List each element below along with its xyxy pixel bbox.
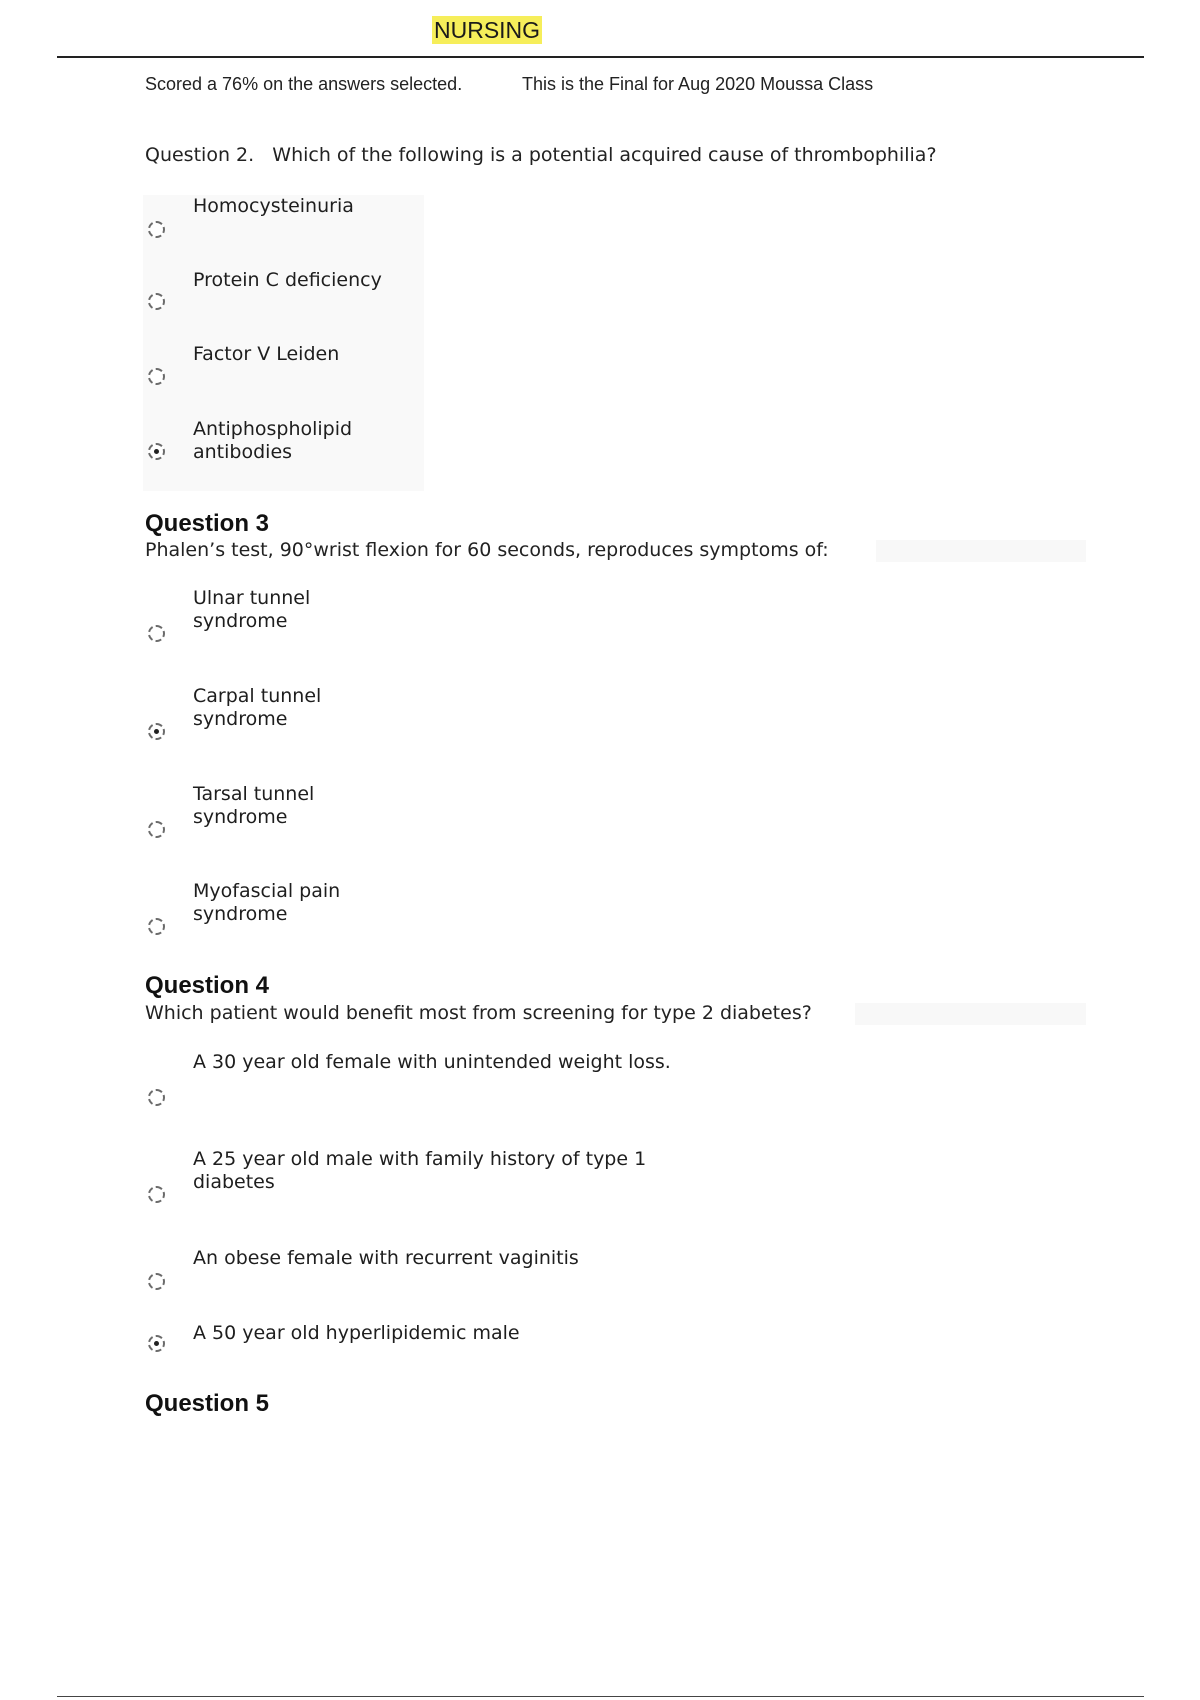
option-label: Myofascial pain syndrome [193, 880, 341, 925]
question-3-heading: Question 3 [145, 510, 270, 537]
option-label: Homocysteinuria [193, 195, 354, 217]
option-label: Ulnar tunnel syndrome [193, 587, 311, 632]
radio-button[interactable] [148, 1273, 165, 1290]
option-label: A 30 year old female with unintended weight loss. [193, 1051, 671, 1073]
radio-button-selected[interactable] [148, 1335, 165, 1352]
option-label: Factor V Leiden [193, 343, 340, 365]
option-label: Carpal tunnel syndrome [193, 685, 322, 730]
radio-button[interactable] [148, 293, 165, 310]
radio-button[interactable] [148, 1186, 165, 1203]
radio-button-selected[interactable] [148, 723, 165, 740]
question-4-heading: Question 4 [145, 972, 270, 999]
option-label: A 25 year old male with family history of type 1 diabetes [193, 1148, 647, 1193]
option-label: Tarsal tunnel syndrome [193, 783, 315, 828]
header-divider [57, 56, 1144, 58]
question-4-text-highlight [855, 1003, 1086, 1025]
question-3-text-highlight [876, 540, 1086, 562]
radio-button[interactable] [148, 1089, 165, 1106]
score-note: Scored a 76% on the answers selected. [145, 74, 463, 94]
radio-button-selected[interactable] [148, 443, 165, 460]
question-4-text: Which patient would benefit most from screening for type 2 diabetes? [145, 1002, 812, 1024]
question-5-heading: Question 5 [145, 1390, 270, 1417]
footer-divider [57, 1696, 1144, 1697]
final-note: This is the Final for Aug 2020 Moussa Class [522, 74, 874, 94]
option-label: An obese female with recurrent vaginitis [193, 1247, 579, 1269]
option-label: Antiphospholipid antibodies [193, 418, 353, 463]
question-2-heading: Question 2. [145, 144, 255, 166]
radio-button[interactable] [148, 221, 165, 238]
radio-button[interactable] [148, 918, 165, 935]
radio-button[interactable] [148, 821, 165, 838]
option-label: A 50 year old hyperlipidemic male [193, 1322, 520, 1344]
page-title: NURSING [434, 17, 541, 43]
radio-button[interactable] [148, 368, 165, 385]
option-label: Protein C deficiency [193, 269, 382, 291]
question-3-text: Phalen’s test, 90°wrist flexion for 60 seconds, reproduces symptoms of: [145, 539, 829, 561]
question-2-title [145, 144, 937, 166]
radio-button[interactable] [148, 625, 165, 642]
question-2-text: Which of the following is a potential acquired cause of thrombophilia? [272, 144, 937, 166]
